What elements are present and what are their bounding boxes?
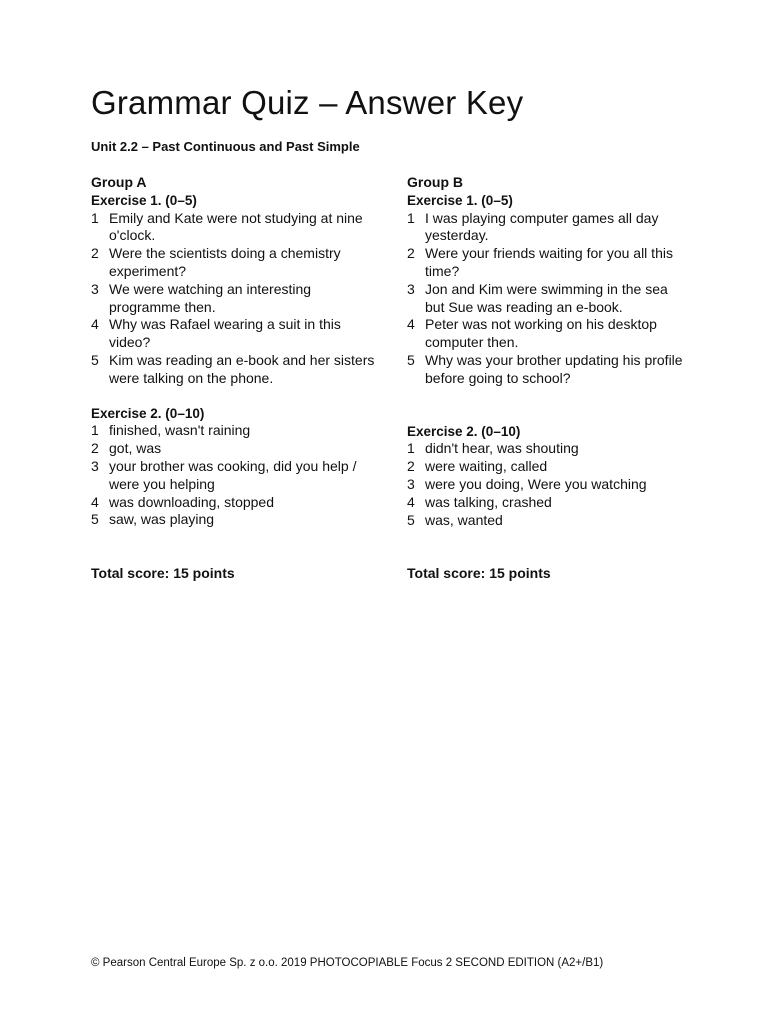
item-number: 3	[91, 457, 99, 474]
list-item	[407, 476, 687, 494]
list-item	[407, 458, 687, 476]
list-item	[91, 316, 381, 352]
item-number: 4	[407, 316, 415, 333]
item-text: Emily and Kate were not studying at nine o'clock.	[109, 209, 363, 244]
list-item	[407, 245, 687, 281]
list-item	[407, 352, 687, 388]
item-number: 4	[407, 493, 415, 510]
item-number: 2	[407, 458, 415, 475]
list-item	[91, 494, 381, 512]
item-number: 4	[91, 316, 99, 333]
list-item	[407, 210, 687, 246]
copyright-footer: © Pearson Central Europe Sp. z o.o. 2019 PHOTOCOPIABLE Focus 2 SECOND EDITION (A2+/B1)	[91, 957, 604, 969]
item-number: 1	[407, 209, 415, 226]
item-text: Why was your brother updating his profile before going to school?	[425, 351, 683, 386]
group-b-column	[407, 174, 687, 583]
item-text: Kim was reading an e-book and her sisters were talking on the phone.	[109, 351, 375, 386]
list-item	[91, 245, 381, 281]
group-a-heading: Group A	[91, 174, 147, 190]
group-b-exercise-1-heading: Exercise 1. (0–5)	[407, 192, 513, 208]
list-item	[91, 210, 381, 246]
item-text: Why was Rafael wearing a suit in this video?	[109, 316, 341, 351]
group-a-exercise-2-list	[91, 422, 381, 529]
item-number: 3	[407, 475, 415, 492]
item-number: 2	[407, 245, 415, 262]
item-text: Were the scientists doing a chemistry experiment?	[109, 245, 341, 279]
item-number: 4	[91, 493, 99, 510]
list-item	[91, 458, 381, 494]
page-title: Grammar Quiz – Answer Key	[91, 84, 524, 121]
group-b-exercise-2-heading: Exercise 2. (0–10)	[407, 423, 521, 439]
item-text: was downloading, stopped	[109, 493, 275, 510]
list-item	[91, 511, 381, 529]
group-a-exercise-1-list	[91, 210, 381, 388]
group-b-heading: Group B	[407, 174, 463, 190]
item-number: 5	[91, 351, 99, 368]
list-item	[407, 512, 687, 530]
item-text: was talking, crashed	[425, 493, 552, 510]
item-number: 3	[407, 280, 415, 297]
item-text: Were your friends waiting for you all this time?	[425, 245, 673, 279]
group-a-column	[91, 174, 381, 583]
item-number: 1	[91, 209, 99, 226]
item-text: I was playing computer games all day yesterday.	[425, 209, 659, 244]
list-item	[91, 440, 381, 458]
group-b-exercise-1-list	[407, 210, 687, 388]
item-number: 5	[91, 511, 99, 528]
item-text: Peter was not working on his desktop computer then.	[425, 316, 657, 351]
list-item	[407, 494, 687, 512]
item-number: 5	[407, 351, 415, 368]
item-text: was, wanted	[425, 511, 503, 528]
list-item	[407, 440, 687, 458]
group-b-exercise-2-list	[407, 440, 687, 529]
item-text: We were watching an interesting programme then.	[109, 280, 312, 315]
item-number: 5	[407, 511, 415, 528]
item-text: were you doing, Were you watching	[425, 475, 647, 492]
list-item	[91, 352, 381, 388]
item-text: didn't hear, was shouting	[425, 440, 579, 457]
item-text: saw, was playing	[109, 511, 215, 528]
item-text: were waiting, called	[425, 458, 548, 475]
item-number: 1	[91, 422, 99, 439]
item-number: 2	[91, 440, 99, 457]
group-a-exercise-2-heading: Exercise 2. (0–10)	[91, 405, 205, 421]
item-text: finished, wasn't raining	[109, 422, 251, 439]
item-text: Jon and Kim were swimming in the sea but Sue was reading an e-book.	[425, 280, 668, 315]
item-text: your brother was cooking, did you help / were you helping	[109, 457, 357, 492]
group-a-total-score: Total score: 15 points	[91, 565, 235, 582]
group-a-exercise-1-heading: Exercise 1. (0–5)	[91, 192, 197, 208]
list-item	[91, 281, 381, 317]
unit-subtitle: Unit 2.2 – Past Continuous and Past Simple	[91, 139, 360, 154]
list-item	[407, 281, 687, 317]
item-number: 2	[91, 245, 99, 262]
item-number: 1	[407, 440, 415, 457]
list-item	[407, 316, 687, 352]
group-b-total-score: Total score: 15 points	[407, 565, 551, 582]
item-text: got, was	[109, 440, 162, 457]
list-item	[91, 422, 381, 440]
item-number: 3	[91, 280, 99, 297]
